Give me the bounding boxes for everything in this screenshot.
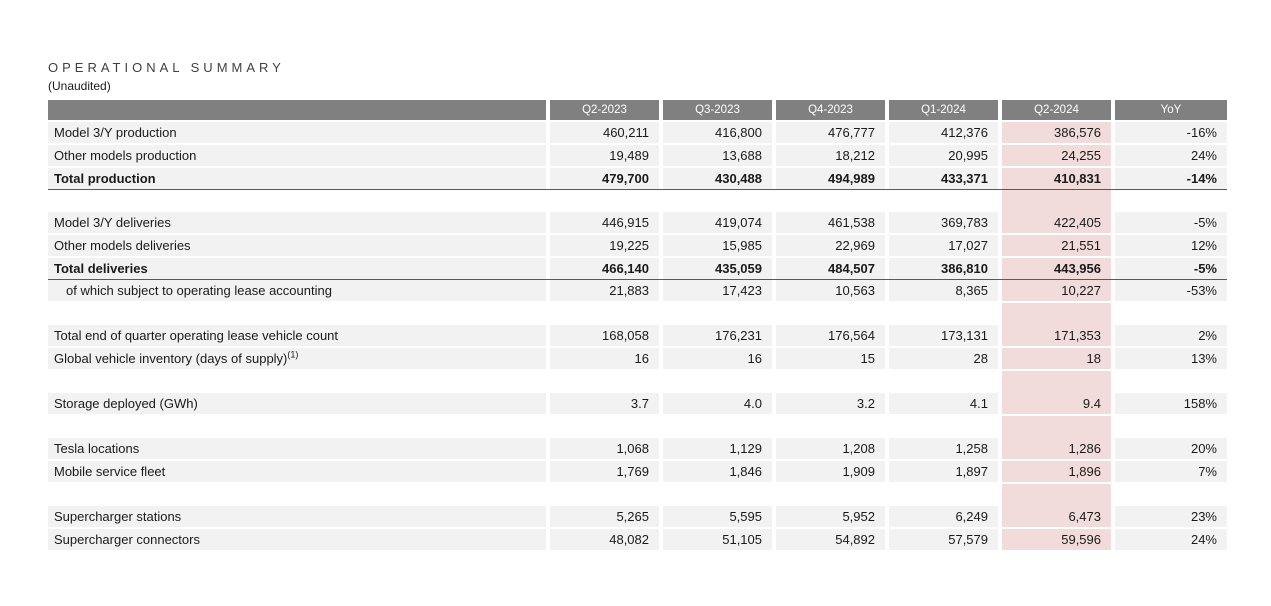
cell-value: 171,353 — [1002, 325, 1111, 346]
cell-value: 20,995 — [889, 145, 998, 166]
cell-value: 10,227 — [1002, 280, 1111, 301]
cell-value: 466,140 — [550, 258, 659, 279]
yoy-value: 7% — [1115, 461, 1227, 482]
yoy-value: 158% — [1115, 393, 1227, 414]
cell-value: 419,074 — [663, 212, 772, 233]
section-gap — [48, 416, 1227, 438]
table-row — [48, 506, 1227, 529]
cell-value: 13,688 — [663, 145, 772, 166]
yoy-value: 24% — [1115, 529, 1227, 550]
cell-value: 54,892 — [776, 529, 885, 550]
cell-value: 422,405 — [1002, 212, 1111, 233]
cell-value: 19,225 — [550, 235, 659, 256]
cell-value: 435,059 — [663, 258, 772, 279]
cell-value: 10,563 — [776, 280, 885, 301]
cell-value: 17,423 — [663, 280, 772, 301]
cell-value: 1,208 — [776, 438, 885, 459]
cell-value: 430,488 — [663, 168, 772, 189]
table-row — [48, 235, 1227, 258]
yoy-value: -14% — [1115, 168, 1227, 189]
cell-value: 476,777 — [776, 122, 885, 143]
table-row — [48, 529, 1227, 552]
table-row — [48, 438, 1227, 461]
table-header-row — [48, 100, 1227, 122]
yoy-value: 24% — [1115, 145, 1227, 166]
cell-value: 6,473 — [1002, 506, 1111, 527]
cell-value: 17,027 — [889, 235, 998, 256]
row-label: Supercharger connectors — [48, 529, 546, 550]
row-label: Storage deployed (GWh) — [48, 393, 546, 414]
cell-value: 16 — [550, 348, 659, 369]
cell-value: 21,551 — [1002, 235, 1111, 256]
cell-value: 1,068 — [550, 438, 659, 459]
cell-value: 461,538 — [776, 212, 885, 233]
operational-summary-table — [48, 100, 1227, 552]
yoy-value: -5% — [1115, 212, 1227, 233]
cell-value: 1,769 — [550, 461, 659, 482]
column-header-q2-2023: Q2-2023 — [550, 100, 659, 120]
cell-value: 416,800 — [663, 122, 772, 143]
yoy-value: 13% — [1115, 348, 1227, 369]
row-label: Other models production — [48, 145, 546, 166]
cell-value: 6,249 — [889, 506, 998, 527]
cell-value: 9.4 — [1002, 393, 1111, 414]
section-gap — [48, 190, 1227, 212]
cell-value: 22,969 — [776, 235, 885, 256]
cell-value: 176,564 — [776, 325, 885, 346]
cell-value: 460,211 — [550, 122, 659, 143]
footnote-marker: (1) — [287, 349, 299, 360]
cell-value: 386,810 — [889, 258, 998, 279]
section-gap — [48, 371, 1227, 393]
cell-value: 1,258 — [889, 438, 998, 459]
cell-value: 59,596 — [1002, 529, 1111, 550]
row-label: of which subject to operating lease accounting — [48, 280, 546, 301]
section-gap — [48, 303, 1227, 325]
cell-value: 446,915 — [550, 212, 659, 233]
cell-value: 1,909 — [776, 461, 885, 482]
cell-value: 5,265 — [550, 506, 659, 527]
yoy-value: -53% — [1115, 280, 1227, 301]
cell-value: 48,082 — [550, 529, 659, 550]
cell-value: 16 — [663, 348, 772, 369]
yoy-value: 12% — [1115, 235, 1227, 256]
table-row — [48, 122, 1227, 145]
cell-value: 443,956 — [1002, 258, 1111, 279]
cell-value: 4.1 — [889, 393, 998, 414]
cell-value: 24,255 — [1002, 145, 1111, 166]
cell-value: 410,831 — [1002, 168, 1111, 189]
column-header-q4-2023: Q4-2023 — [776, 100, 885, 120]
row-label: Total deliveries — [48, 258, 546, 279]
cell-value: 494,989 — [776, 168, 885, 189]
cell-value: 8,365 — [889, 280, 998, 301]
row-label: Other models deliveries — [48, 235, 546, 256]
column-header-yoy: YoY — [1115, 100, 1227, 120]
cell-value: 18,212 — [776, 145, 885, 166]
cell-value: 176,231 — [663, 325, 772, 346]
table-row — [48, 168, 1227, 190]
cell-value: 57,579 — [889, 529, 998, 550]
cell-value: 168,058 — [550, 325, 659, 346]
cell-value: 1,129 — [663, 438, 772, 459]
yoy-value: 2% — [1115, 325, 1227, 346]
cell-value: 479,700 — [550, 168, 659, 189]
cell-value: 433,371 — [889, 168, 998, 189]
cell-value: 51,105 — [663, 529, 772, 550]
row-label: Global vehicle inventory (days of supply)$^{(1)}$ — [48, 348, 546, 369]
table-row — [48, 258, 1227, 280]
cell-value: 386,576 — [1002, 122, 1111, 143]
yoy-value: -5% — [1115, 258, 1227, 279]
column-header-q2-2024: Q2-2024 — [1002, 100, 1111, 120]
cell-value: 369,783 — [889, 212, 998, 233]
cell-value: 1,896 — [1002, 461, 1111, 482]
cell-value: 1,286 — [1002, 438, 1111, 459]
table-row — [48, 393, 1227, 416]
row-label: Tesla locations — [48, 438, 546, 459]
yoy-value: -16% — [1115, 122, 1227, 143]
table-row — [48, 280, 1227, 303]
cell-value: 15,985 — [663, 235, 772, 256]
cell-value: 5,595 — [663, 506, 772, 527]
section-gap — [48, 484, 1227, 506]
table-row — [48, 348, 1227, 371]
table-row — [48, 325, 1227, 348]
cell-value: 3.2 — [776, 393, 885, 414]
cell-value: 15 — [776, 348, 885, 369]
cell-value: 5,952 — [776, 506, 885, 527]
row-label: Model 3/Y production — [48, 122, 546, 143]
row-label: Mobile service fleet — [48, 461, 546, 482]
column-header-q1-2024: Q1-2024 — [889, 100, 998, 120]
cell-value: 21,883 — [550, 280, 659, 301]
cell-value: 18 — [1002, 348, 1111, 369]
cell-value: 173,131 — [889, 325, 998, 346]
row-label: Total end of quarter operating lease vehicle count — [48, 325, 546, 346]
page-title: OPERATIONAL SUMMARY — [48, 60, 285, 75]
header-cell-empty — [48, 100, 546, 120]
cell-value: 1,846 — [663, 461, 772, 482]
cell-value: 412,376 — [889, 122, 998, 143]
column-header-q3-2023: Q3-2023 — [663, 100, 772, 120]
yoy-value: 23% — [1115, 506, 1227, 527]
row-label: Total production — [48, 168, 546, 189]
table-body — [48, 122, 1227, 552]
cell-value: 28 — [889, 348, 998, 369]
cell-value: 3.7 — [550, 393, 659, 414]
row-label: Supercharger stations — [48, 506, 546, 527]
table-row — [48, 145, 1227, 168]
cell-value: 19,489 — [550, 145, 659, 166]
cell-value: 4.0 — [663, 393, 772, 414]
table-row — [48, 212, 1227, 235]
row-label: Model 3/Y deliveries — [48, 212, 546, 233]
yoy-value: 20% — [1115, 438, 1227, 459]
cell-value: 484,507 — [776, 258, 885, 279]
cell-value: 1,897 — [889, 461, 998, 482]
page-subtitle: (Unaudited) — [48, 79, 111, 93]
table-row — [48, 461, 1227, 484]
